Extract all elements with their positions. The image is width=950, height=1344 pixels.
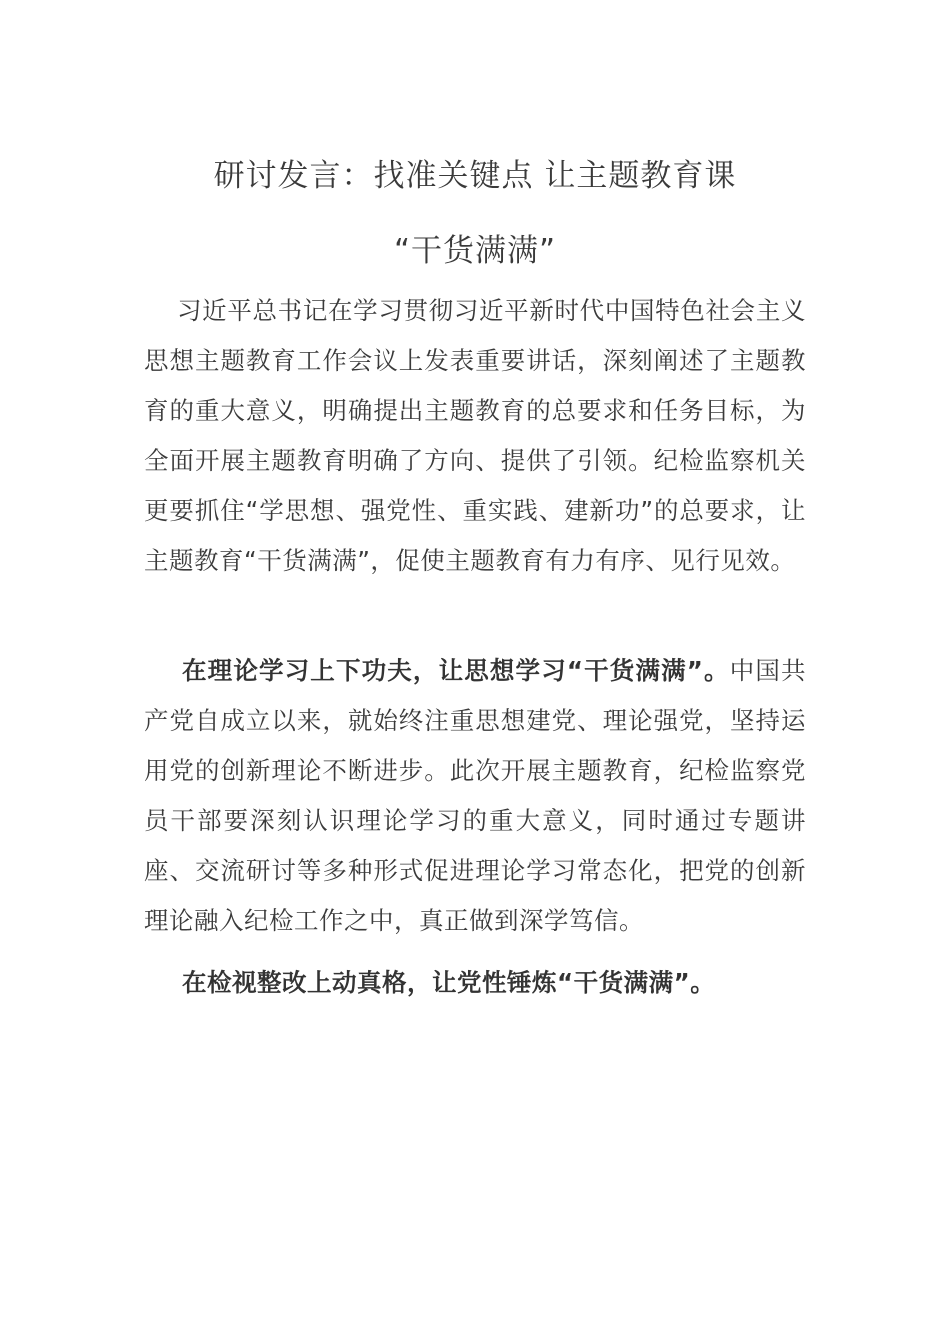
paragraph-intro: [144, 286, 806, 586]
paragraph-theory-study-heading: 在理论学习上下功夫，让思想学习“干货满满”。: [182, 656, 730, 685]
document-title-line-1: 研讨发言：找准关键点 让主题教育课: [213, 158, 737, 194]
paragraph-theory-study: [144, 646, 806, 946]
paragraph-inspection-rectification: [144, 958, 806, 1008]
document-title-line-2: “干货满满”: [393, 233, 557, 269]
paragraph-intro-text: 习近平总书记在学习贯彻习近平新时代中国特色社会主义思想主题教育工作会议上发表重要讲话，深刻阐述了主题教育的重大意义，明确提出主题教育的总要求和任务目标，为全面开展主题教育明确了方向、提供了引领。纪检监察机关更要抓住“学思想、强党性、重实践、建新功”的总要求，让主题教育“干货满满”，促使主题教育有力有序、见行见效。: [144, 296, 806, 575]
paragraph-inspection-heading: 在检视整改上动真格，让党性锤炼“干货满满”。: [182, 968, 716, 997]
paragraph-theory-study-text: 中国共产党自成立以来，就始终注重思想建党、理论强党，坚持运用党的创新理论不断进步。此次开展主题教育，纪检监察党员干部要深刻认识理论学习的重大意义，同时通过专题讲座、交流研讨等多种形式促进理论学习常态化，把党的创新理论融入纪检工作之中，真正做到深学笃信。: [144, 656, 807, 935]
